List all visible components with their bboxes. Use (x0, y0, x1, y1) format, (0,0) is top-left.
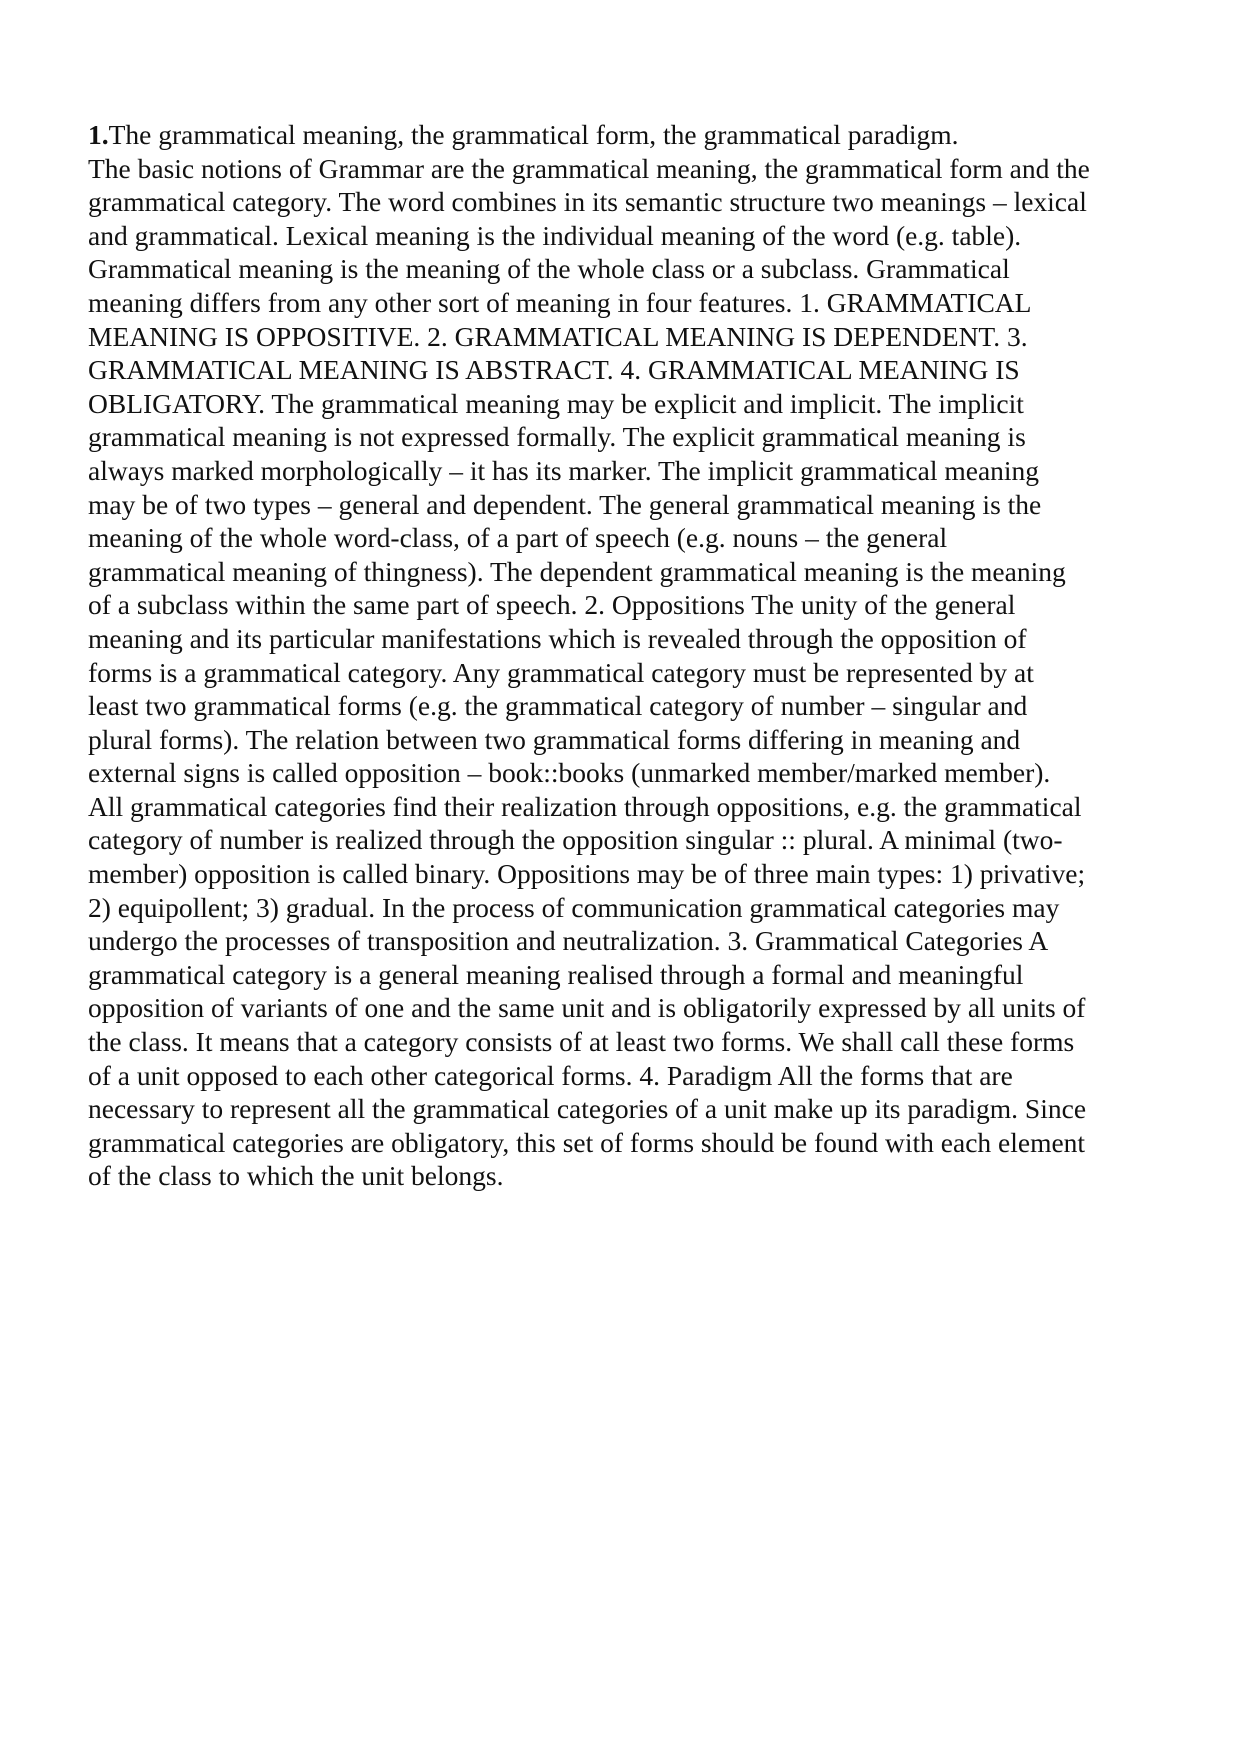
body-line: GRAMMATICAL MEANING IS ABSTRACT. 4. GRAMMATICAL MEANING IS (88, 354, 1020, 386)
body-line: OBLIGATORY. The grammatical meaning may be explicit and implicit. The implicit (88, 387, 1024, 419)
body-line: grammatical meaning is not expressed formally. The explicit grammatical meaning is (88, 421, 1026, 453)
heading-number: 1. (88, 119, 109, 150)
body-line: undergo the processes of transposition and neutralization. 3. Grammatical Categories A (88, 925, 1049, 957)
body-line: always marked morphologically – it has its marker. The implicit grammatical meaning (88, 454, 1040, 486)
body-line: external signs is called opposition – book::books (unmarked member/marked member). (88, 757, 1051, 789)
body-line: grammatical categories are obligatory, this set of forms should be found with each element (88, 1126, 1086, 1158)
body-line: and grammatical. Lexical meaning is the individual meaning of the word (e.g. table). (88, 219, 1022, 251)
body-line: of a unit opposed to each other categorical forms. 4. Paradigm All the forms that are (88, 1059, 1013, 1091)
body-line: The basic notions of Grammar are the grammatical meaning, the grammatical form and the (88, 152, 1090, 184)
body-line: least two grammatical forms (e.g. the grammatical category of number – singular and (88, 690, 1028, 722)
document-page (88, 118, 1168, 1193)
body-text (88, 152, 1168, 1193)
body-line: of the class to which the unit belongs. (88, 1160, 504, 1192)
body-line: grammatical category is a general meaning realised through a formal and meaningful (88, 958, 1024, 990)
body-line: All grammatical categories find their realization through oppositions, e.g. the grammatical (88, 790, 1082, 822)
body-line: forms is a grammatical category. Any grammatical category must be represented by at (88, 656, 1034, 688)
body-line: grammatical meaning of thingness). The dependent grammatical meaning is the meaning (88, 555, 1066, 587)
body-line: Grammatical meaning is the meaning of the whole class or a subclass. Grammatical (88, 253, 1010, 285)
body-line: of a subclass within the same part of speech. 2. Oppositions The unity of the general (88, 589, 1016, 621)
body-line: grammatical category. The word combines in its semantic structure two meanings – lexical (88, 186, 1087, 218)
body-line: may be of two types – general and dependent. The general grammatical meaning is the (88, 488, 1042, 520)
body-line: necessary to represent all the grammatical categories of a unit make up its paradigm. Since (88, 1093, 1087, 1125)
body-line: meaning of the whole word-class, of a part of speech (e.g. nouns – the general (88, 522, 948, 554)
body-line: MEANING IS OPPOSITIVE. 2. GRAMMATICAL MEANING IS DEPENDENT. 3. (88, 320, 1028, 352)
body-line: plural forms). The relation between two grammatical forms differing in meaning and (88, 723, 1021, 755)
body-line: category of number is realized through the opposition singular :: plural. A minimal (two- (88, 824, 1063, 856)
body-line: the class. It means that a category consists of at least two forms. We shall call these forms (88, 1026, 1075, 1058)
document-heading (88, 118, 1168, 152)
body-line: meaning differs from any other sort of meaning in four features. 1. GRAMMATICAL (88, 286, 1032, 318)
body-line: opposition of variants of one and the same unit and is obligatorily expressed by all units of (88, 992, 1086, 1024)
body-line: 2) equipollent; 3) gradual. In the process of communication grammatical categories may (88, 891, 1060, 923)
body-line: member) opposition is called binary. Oppositions may be of three main types: 1) privative; (88, 858, 1086, 890)
heading-title: The grammatical meaning, the grammatical form, the grammatical paradigm. (108, 119, 959, 150)
body-line: meaning and its particular manifestations which is revealed through the opposition of (88, 622, 1027, 654)
